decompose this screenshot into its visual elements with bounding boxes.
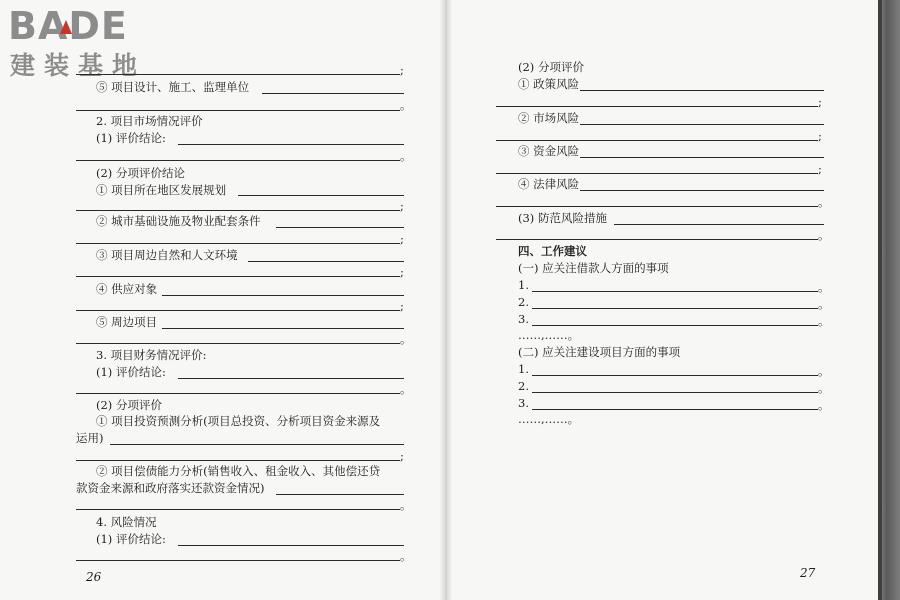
blank-line: [76, 110, 400, 111]
item-repayment-analysis-cont: 款资金来源和政府落实还款资金情况): [76, 481, 265, 495]
blank-line: [238, 195, 404, 196]
blank-line: [162, 328, 404, 329]
book-edge-shadow: [878, 0, 882, 600]
blank-line: [76, 276, 400, 277]
blank-line: [532, 308, 818, 309]
blank-line: [580, 90, 824, 91]
line-end-semicolon: ;: [400, 265, 404, 279]
blank-line: [76, 160, 400, 161]
line-end-period: 。: [818, 364, 830, 378]
list-number: 3.: [518, 396, 529, 410]
line-end-period: 。: [818, 314, 830, 328]
item-environment: ③ 项目周边自然和人文环境: [96, 248, 238, 262]
line-end-semicolon: ;: [400, 199, 404, 213]
list-number: 1.: [518, 278, 529, 292]
blank-line: [532, 375, 818, 376]
blank-line: [580, 157, 824, 158]
section-risk: 4. 风险情况: [96, 515, 157, 529]
ellipsis-line: ……,……。: [518, 412, 580, 426]
item-risk-prevention: (3) 防范风险措施: [518, 211, 607, 225]
subheading-project-matters: (二) 应关注建设项目方面的事项: [518, 345, 681, 359]
subheading-borrower-matters: (一) 应关注借款人方面的事项: [518, 261, 669, 275]
blank-line: [496, 173, 818, 174]
blank-line: [76, 393, 400, 394]
line-end-semicolon: ;: [400, 449, 404, 463]
blank-line: [110, 444, 404, 445]
blank-line: [76, 509, 400, 510]
item-dev-plan: ① 项目所在地区发展规划: [96, 183, 227, 197]
item-repayment-analysis: ② 项目偿债能力分析(销售收入、租金收入、其他偿还贷: [96, 464, 381, 478]
finance-conclusion-label: (1) 评价结论:: [96, 365, 166, 379]
line-end-semicolon: ;: [400, 299, 404, 313]
item-supply-target: ④ 供应对象: [96, 282, 158, 296]
line-end-semicolon: ;: [400, 63, 404, 77]
blank-line: [76, 310, 400, 311]
blank-line: [496, 140, 818, 141]
bade-logo: [8, 4, 178, 84]
blank-line: [76, 560, 400, 561]
item-project-units: ⑤ 项目设计、施工、监理单位: [96, 80, 250, 94]
item-capital-risk: ③ 资金风险: [518, 144, 580, 158]
line-end-period: 。: [400, 332, 412, 346]
list-number: 2.: [518, 295, 529, 309]
blank-line: [532, 392, 818, 393]
blank-line: [76, 243, 400, 244]
book-gutter: [440, 0, 452, 600]
blank-line: [178, 378, 404, 379]
blank-line: [614, 224, 824, 225]
item-infrastructure: ② 城市基础设施及物业配套条件: [96, 214, 261, 228]
page-number-right: 27: [800, 566, 816, 580]
blank-line: [580, 124, 824, 125]
blank-line: [248, 261, 404, 262]
page-number-left: 26: [86, 570, 102, 584]
finance-sub-label: (2) 分项评价: [96, 398, 162, 412]
blank-line: [532, 291, 818, 292]
ellipsis-line: ……,……。: [518, 328, 580, 342]
blank-line: [262, 93, 404, 94]
blank-line: [178, 545, 404, 546]
line-end-period: 。: [400, 98, 412, 112]
blank-line: [178, 144, 404, 145]
blank-line: [496, 239, 818, 240]
line-end-semicolon: ;: [400, 232, 404, 246]
blank-line: [162, 295, 404, 296]
item-surrounding-projects: ⑤ 周边项目: [96, 315, 158, 329]
blank-line: [276, 227, 404, 228]
item-policy-risk: ① 政策风险: [518, 77, 580, 91]
line-end-period: 。: [400, 149, 412, 163]
blank-line: [76, 343, 400, 344]
logo-accent-triangle: [60, 20, 72, 34]
section-finance: 3. 项目财务情况评价:: [96, 348, 207, 362]
blank-line: [532, 325, 818, 326]
blank-line: [496, 206, 818, 207]
line-end-period: 。: [818, 195, 830, 209]
item-market-risk: ② 市场风险: [518, 111, 580, 125]
blank-line: [496, 106, 818, 107]
logo-text-cn: 建装基地: [10, 51, 147, 80]
risk-conclusion-label: (1) 评价结论:: [96, 532, 166, 546]
line-end-period: 。: [400, 549, 412, 563]
market-conclusion-label: (1) 评价结论:: [96, 131, 166, 145]
blank-line: [580, 190, 824, 191]
blank-line: [532, 409, 818, 410]
heading-work-suggestions: 四、工作建议: [518, 244, 587, 258]
line-end-semicolon: ;: [818, 95, 822, 109]
logo-text-en: BADE: [8, 4, 128, 48]
line-end-semicolon: ;: [818, 129, 822, 143]
line-end-period: 。: [400, 498, 412, 512]
blank-line: [76, 460, 400, 461]
section-market: 2. 项目市场情况评价: [96, 114, 203, 128]
line-end-period: 。: [818, 381, 830, 395]
risk-sub-label: (2) 分项评价: [518, 60, 584, 74]
item-investment-analysis-cont: 运用): [76, 431, 104, 445]
blank-line: [76, 210, 400, 211]
line-end-period: 。: [400, 382, 412, 396]
item-investment-analysis: ① 项目投资预测分析(项目总投资、分析项目资金来源及: [96, 414, 381, 428]
line-end-period: 。: [818, 297, 830, 311]
list-number: 1.: [518, 362, 529, 376]
market-sub-label: (2) 分项评价结论: [96, 166, 185, 180]
list-number: 3.: [518, 312, 529, 326]
list-number: 2.: [518, 379, 529, 393]
item-legal-risk: ④ 法律风险: [518, 177, 580, 191]
line-end-period: 。: [818, 280, 830, 294]
blank-line: [276, 494, 404, 495]
line-end-semicolon: ;: [818, 162, 822, 176]
blank-line: [76, 74, 400, 75]
line-end-period: 。: [818, 398, 830, 412]
line-end-period: 。: [818, 228, 830, 242]
